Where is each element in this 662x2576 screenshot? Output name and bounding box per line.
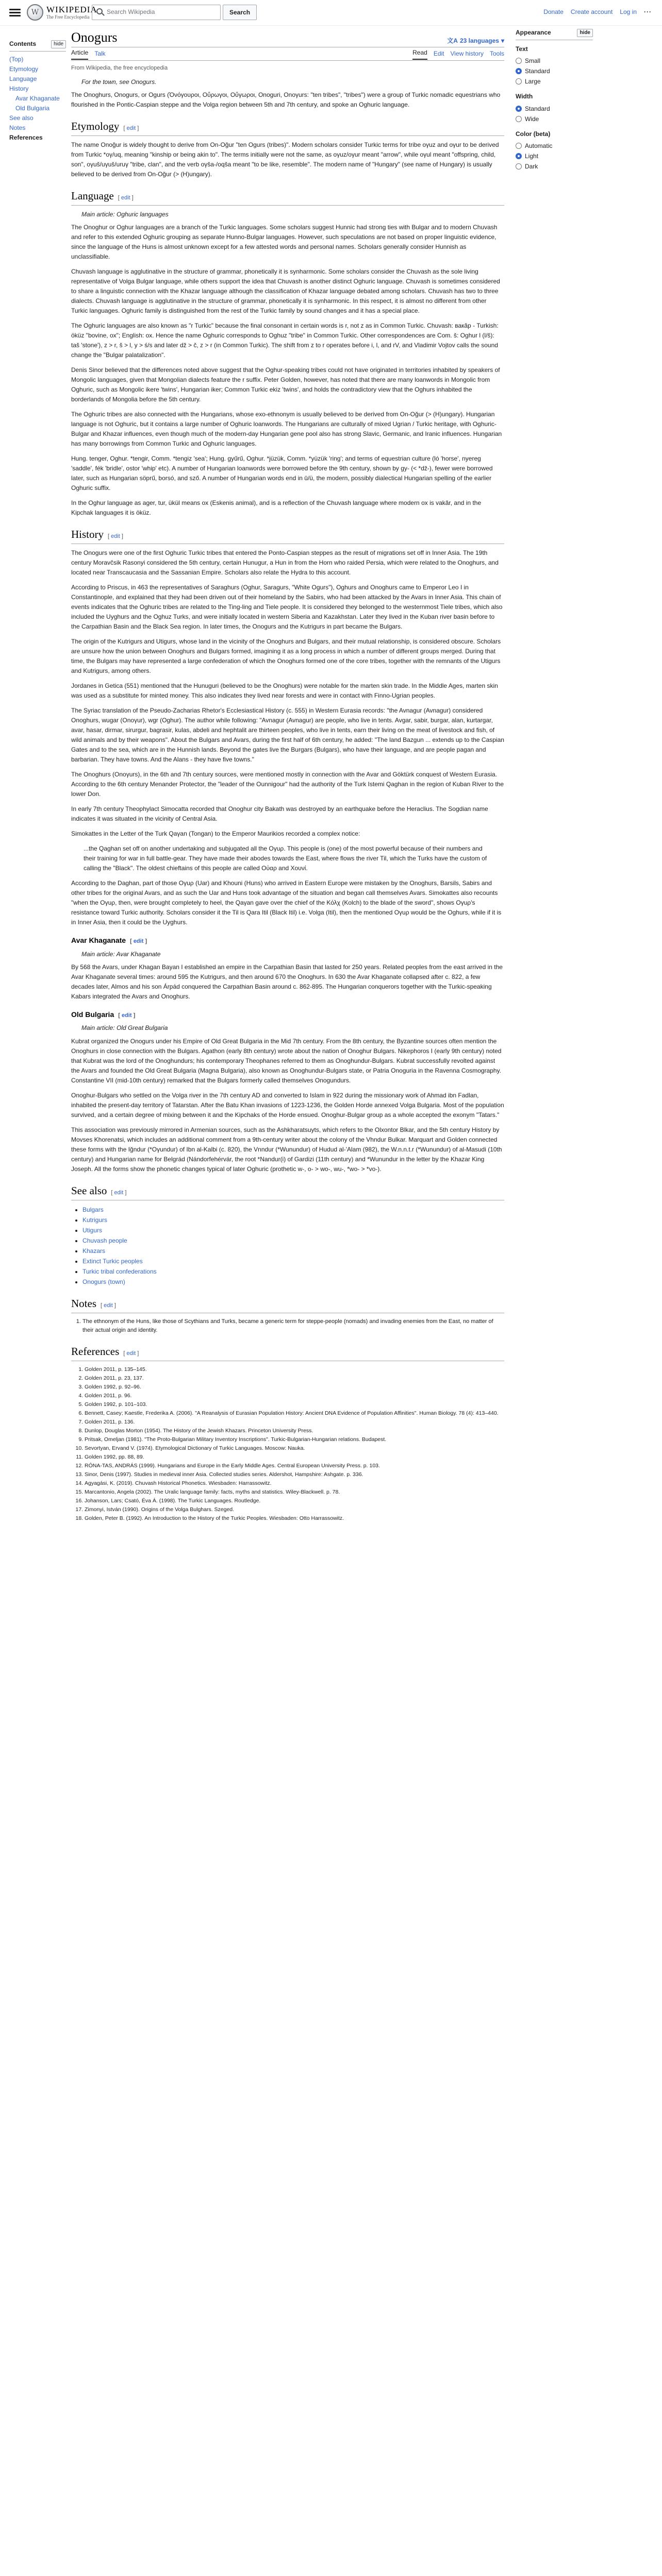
see-also-list (71, 1205, 504, 1287)
paragraph: By 568 the Avars, under Khagan Bayan I established an empire in the Carpathian Basin that lasted for 250 years. Related peoples from the east arrived in the Avar Khaganate several times: around 595 the Kutrigurs, and then around 670 the Onoghurs. In 630 the Avar Khaganate collapsed after c. 822, a few decades later, Almos and his son Árpád conquered the Carpathian Basin around c. 862-895. The Hungarian conquerors together with the Turkic-speaking Kabars integrated the Avars and Onoghurs. (71, 963, 503, 1000)
reference-item: 16. Johanson, Lars; Csató, Éva Á. (1998). The Turkic Languages. Routledge. (85, 1497, 504, 1505)
search-input[interactable] (92, 5, 221, 20)
paragraph: The Syriac translation of the Pseudo-Zacharias Rhetor's Ecclesiastical History (c. 555) in Western Eurasia records: "the Avnagur (Avnagur) considered Onoghurs, wugar (Onoγur), wgr (Oghur). The author while following: "Avnagur (Avnagur) are people, who live in tents. Avgar, sabir, burgar, alan, kurtargar, avar, hasar, dirmar, sirurgur, bagrasir, kulas, abdeli and hephtalit are thirteen peoples, who live in tents, earn their living on the meat of livestock and fish, of wild animals and by their weapons". About the Bulgars and Avars, during the first half of 6th century, he added: "The land Bazgun ... extends up to the Caspian Gates and to the sea, which are in the Hunnish lands. Beyond the gates live the Burgars (Bulgars), who have their language, and are people pagan and barbarian. They have towns. And the Alans - they have five towns." (71, 706, 504, 763)
see-also-item (82, 1225, 504, 1235)
toc-item[interactable]: Etymology (9, 65, 39, 73)
main-content (71, 28, 504, 1523)
see-also-link[interactable]: Kutrigurs (82, 1216, 108, 1224)
radio-option[interactable] (516, 151, 593, 161)
appearance-hide-button[interactable]: hide (577, 29, 593, 37)
user-links (543, 7, 652, 17)
see-also-item (82, 1205, 504, 1215)
from-wikipedia: From Wikipedia, the free encyclopedia (71, 65, 168, 71)
paragraph: According to Priscus, in 463 the representatives of Saraghurs (Oghur, Saragurs, "White Ogurs"), Oghurs and Onoghurs came to Emperor Leo I in Constantinople, and explained that they had been driven out of their homeland by the Sabirs, who had been attacked by the Avars in Inner Asia. This chain of events indicates that the Oghuric tribes are related to the Ting-ling and Tiele people. It is considered they belonged to the westernmost Tiele tribes, which also included the Uyghurs and the Oghuz Turks, and were initially located in western Siberia and Kazakhstan. Later they lived in the Kuban river basin before to the Carpathian Basin and the Black Sea region. In later times, the Onogurs and the Kutrigurs in part became the Bulgars. (71, 583, 503, 630)
section-see-also-heading: See also [ edit ] (71, 1183, 504, 1200)
appearance-group-text (516, 44, 593, 87)
site-header (0, 0, 662, 26)
reference-item: 1. Golden 2011, p. 135–145. (85, 1365, 504, 1374)
radio-button-icon[interactable] (516, 106, 522, 112)
paragraph: The Oghuric tribes are also connected with the Hungarians, whose exo-ethnonym is usually believed to be derived from On-Oğur (> (H)ungary). Hungarian language is not Oghuric, but it contains a large number of Oghuric loanwords. The Hungarians are culturally of mixed Ugrian / Turkic heritage, with Oghuric-Bulgar and Khazar influences, even though much of the modern-day Hungarian gene pool also has strong Slavic, Germanic, and Iranic influences. Hungarian has many borrowings from Common Turkic and Oghuric languages. (71, 410, 502, 447)
reference-item: 4. Golden 2011, p. 96. (85, 1392, 504, 1400)
reference-item: 17. Zimonyi, István (1990). Origins of the Volga Bulghars. Szeged. (85, 1505, 504, 1514)
paragraph: Simokattes in the Letter of the Turk Qaγan (Tongan) to the Emperor Maurikios recorded a complex notice: (71, 829, 360, 837)
section-avar-heading: Avar Khaganate [ edit ] (71, 936, 147, 944)
radio-button-icon[interactable] (516, 153, 522, 159)
appearance-group-title: Color (beta) (516, 130, 551, 138)
radio-button-icon[interactable] (516, 143, 522, 149)
paragraph: The Oghuric languages are also known as "r Turkic" because the final consonant in certain words is r, not z as in Common Turkic. Chuvash: вакăр - Turkish: öküz "bovine, ox"; English: ox. Hence the name Oghuric corresponds to Oghuz "tribe" in Common Turkic. Other correspondences are Com. š: Oghur l (l/š): taš 'stone'), z > r, š > l, y > ś/s and later dž > č, z > r (in Common Turkic). The shift from z to r operates before i, l, and rV, and Vladimir Vojtov calls the sound change the "Bulgar palatalization". (71, 321, 499, 359)
paragraph: Jordanes in Getica (551) mentioned that the Hunuguri (believed to be the Onoghurs) were notable for the marten skin trade. In the Middle Ages, marten skin was used as a substitute for minted money. This also indicates they lived near forests and were in contact with Finno-Ugrian peoples. (71, 682, 498, 699)
page-title: Onogurs (71, 30, 118, 45)
radio-label: Small (525, 57, 541, 65)
see-also-link[interactable]: Chuvash people (82, 1236, 127, 1244)
references-list (71, 1365, 504, 1522)
section-language-heading: Language [ edit ] (71, 189, 504, 206)
toc-item[interactable]: Avar Khaganate (15, 95, 60, 103)
paragraph: Chuvash language is agglutinative in the structure of grammar, phonetically it is synharmonic. Some scholars consider the Chuvash as the sole living representative of Volga Bulgar language, while others support the idea that Chuvash is another distinct Oghuric language. Chuvash is sometimes considered to share a linguistic connection with the Khazar language although the classification of Khazar language debated among scholars. Chuvash has two to three dialects. Chuvash language is agglutinative in the structure of grammar, phonetically it is synharmonic. In this respect, it is almost no different from other Turkic languages. Oghuric family is distinguished from the rest of the Turkic family by sound changes and it has a special place. (71, 267, 500, 314)
notes-list (71, 1317, 504, 1335)
edit-link[interactable]: edit (126, 1350, 136, 1357)
see-also-item (82, 1256, 504, 1266)
hatnote: For the town, see Onogurs. (81, 78, 157, 86)
reference-item: 10. Sevortyan, Ervand V. (1974). Etymological Dictionary of Turkic Languages. Moscow: Nauka. (85, 1444, 504, 1452)
radio-label: Large (525, 78, 541, 86)
paragraph: The Onogurs were one of the first Oghuric Turkic tribes that entered the Ponto-Caspian steppes as the result of migrations set off in Inner Asia. The 19th century Moravčsik Rasonyi considered the 5th century, certain Hunugur, a Hun in from the Horn who raided Persia, which were related to the Onoghurs, and located near Transcaucasia and the Sassanian Empire. Scholars also relate the Hydra to this account. (71, 549, 499, 576)
reference-item: 18. Golden, Peter B. (1992). An Introduction to the History of the Turkic Peoples. Wiesbaden: Otto Harrassowitz. (85, 1514, 504, 1522)
edit-link[interactable]: edit (121, 1012, 132, 1019)
table-of-contents (9, 39, 66, 143)
tab-edit[interactable]: Edit (433, 49, 444, 57)
see-also-item (82, 1266, 504, 1277)
paragraph: According to the Daghan, part of those Ογuρ (Uar) and Khouni (Huns) who arrived in Eastern Europe were mistaken by the Onoghurs, Barsils, Sabirs and other tribes for the original Avars, and as such the Uar and Huns took advantage of the situation and began call themselves Avars. Simokattes also recounts "when the Ογuρ, then, were brought completely to heel, the Qaγan gave over the chief of the Κόλχ (Kolch) to the blade of the sword", shows Ογuρ's resistance toward Turkic authority. Scholars consider it the Til is Qara Itil (Black Itil) i.e. Volga (Itil), then the mentioned Ογuρ would be the Oghurs, while if it is in Inner Asia, then it could be the Uyghurs. (71, 879, 502, 926)
note-item: 1. The ethnonym of the Huns, like those of Scythians and Turks, became a generic term for steppe-people (nomads) and invading enemies from the East, no matter of their actual origin and identity. (82, 1317, 504, 1335)
logo-subtitle: The Free Encyclopedia (46, 14, 90, 20)
toc-item[interactable]: History (9, 85, 29, 93)
reference-item: 13. Sinor, Denis (1997). Studies in medieval inner Asia. Collected studies series. Aldershot, Hampshire: Ashgate. p. 336. (85, 1470, 504, 1479)
appearance-title: Appearance (516, 29, 551, 36)
paragraph: The origin of the Kutrigurs and Utigurs, whose land in the vicinity of the Onoghurs and Bulgars, and their mutual relationship, is considered obscure. Scholars are unsure how the union between Onoghurs and Bulgars formed, imagining it as a long process in which a number of different groups merged. During that time, the Bulgars may have represented a large confederation of which the Onoghurs formed one of the core tribes, together with the remnants of the Utigurs and Kutrigurs, among others. (71, 637, 501, 674)
create-account-link[interactable]: Create account (570, 8, 613, 15)
radio-button-icon[interactable] (516, 68, 522, 74)
see-also-link[interactable]: Turkic tribal confederations (82, 1267, 157, 1275)
logo-title: WIKIPEDIA (46, 4, 97, 14)
radio-label: Automatic (525, 142, 553, 149)
blockquote: ...the Qaghan set off on another undertaking and subjugated all the Ογuρ. This people is (one) of the most powerful because of their numbers and their training for war in full battle-gear. They have made their abodes towards the East, where flows the river Til, which the Turks have the custom of calling the "Black". The oldest chieftains of this people are called Οὐαρ and Χουνί. (84, 844, 487, 872)
reference-item: 14. Agyagási, K. (2019). Chuvash Historical Phonetics. Wiesbaden: Harrassowitz. (85, 1479, 504, 1487)
reference-item: 7. Golden 2011, p. 136. (85, 1418, 504, 1426)
toc-item[interactable]: (Top) (9, 56, 24, 63)
reference-item: 5. Golden 1992, p. 101–103. (85, 1400, 504, 1409)
reference-item: 9. Pritsak, Omeljan (1981). "The Proto-Bulgarian Military Inventory Inscriptions". Turkic-Bulgarian-Hungarian relations. Budapest. (85, 1435, 504, 1444)
see-also-item (82, 1215, 504, 1225)
toc-item[interactable]: See also (9, 114, 34, 122)
radio-label: Standard (525, 105, 550, 112)
paragraph: Denis Sinor believed that the differences noted above suggest that the Oghur-speaking tribes could not have originated in territories inhabited by speakers of Mongolic languages, given that Mongolian dialects feature the r suffix. Peter Golden, however, has noted that there are many loanwords in Mongolic from Oghuric, such as Mongolic ikere 'twins', Hungarian iker; Common Turkic ekiz 'twins', and holds the contradictory view that the Oghurs inhabited the borderlands of Mongolia before the 5th century. (71, 366, 500, 403)
section-old-bulgaria-heading: Old Bulgaria [ edit ] (71, 1010, 136, 1019)
paragraph: The Onoghur or Oghur languages are a branch of the Turkic languages. Some scholars suggest Hunnic had strong ties with Bulgar and to modern Chuvash and refer to this extended Oghuric grouping as separate Hunno-Bulgar languages. However, such speculations are not based on proper linguistic evidence, since the language of the Huns is almost unknown except for a few attested words and personal names. Scholars generally consider Hunnish as unclassifiable. (71, 223, 498, 260)
radio-option[interactable] (516, 76, 593, 87)
radio-button-icon[interactable] (516, 58, 522, 64)
search-placeholder: Search Wikipedia (107, 8, 155, 16)
reference-item: 6. Bennett, Casey; Kaestle, Frederika A. (2006). "A Reanalysis of Eurasian Population History: Ancient DNA Evidence of Population Affinities". Human Biology. 78 (4): 413–440. (85, 1409, 504, 1417)
tab-talk[interactable]: Talk (94, 49, 106, 57)
reference-item: 2. Golden 2011, p. 23, 137. (85, 1374, 504, 1382)
paragraph: This association was previously mirrored in Armenian sources, such as the Ashkharatsuyts, which refers to the Olxontor Blkar, and the 5th century History by Movses Khorenatsi, which includes an additional comment from a 9th-century writer about the colony of the Vhndur Bulkar. Marquart and Golden connected these forms with the Iğndur (*Oγundur) of Ibn al-Kalbi (c. 820), the Vnndur (*Wunundur) of Hudud al-'Alam (982), the W.n.n.t.r (*Wunundur) of al-Masudi (10th century) and Hungarian name for Belgrád (Nándorfehérvár, the root *Nandur(i) of Gardizi (11th century) and *Wunundur in the letter by the Khazar King Joseph. All the forms show the phonetic changes typical of later Oghuric (prothetic w-, o- > wo-, wu-, *wo- > *vo-). (71, 1126, 502, 1173)
language-count: 23 languages (459, 37, 499, 44)
edit-link[interactable]: edit (104, 1302, 113, 1309)
paragraph: Kubrat organized the Onogurs under his Empire of Old Great Bulgaria in the Mid 7th century. From the 8th century, the Byzantine sources often mention the Onoghurs in close connection with the Bulgars. Agathon (early 8th century) wrote about the nation of Onoghur Bulgars. Nikephoros I (early 9th century) noted that Kubrat was the lord of the Onoghundurs; his contemporary Theophanes referred to them as Onoghundur-Bulgars. Kubrat successfully revolted against the Avars and founded the Old Great Bulgaria (Magna Bulgaria), also known as Onoghundur-Bulgars state, or Patria Onoguria in the Ravenna Cosmography. Constantine VII (mid-10th century) remarked that the Bulgars formerly called themselves Onogundurs. (71, 1037, 502, 1084)
reference-item: 15. Marcantonio, Angela (2002). The Uralic language family: facts, myths and statistics. Wiley-Blackwell. p. 78. (85, 1488, 504, 1496)
paragraph: Onoghur-Bulgars who settled on the Volga river in the 7th century AD and converted to Islam in 922 during the missionary work of Ahmad ibn Fadlan, inhabited the present-day territory of Tatarstan. After the Batu Khan invasions of 1223-1236, the Golden Horde annexed Volga Bulgaria. Most of the population survived, and a certain degree of mixing between it and the Kipchaks of the Horde ensued. Onoghur-Bulgar group as a whole accepted the exonym "Tatars." (71, 1091, 504, 1118)
section-notes-heading: Notes [ edit ] (71, 1296, 504, 1313)
wikipedia-logo[interactable] (27, 4, 97, 21)
tab-read[interactable]: Read (412, 48, 427, 60)
paragraph: Hung. tenger, Oghur. *tengir, Comm. *tengiz 'sea'; Hung. gyűrű, Oghur. *jüzük, Comm. *yüzük 'ring'; and terms of equestrian culture (ló 'horse', nyereg 'saddle', fék 'bridle', ostor 'whip' etc). A number of Hungarian loanwords were borrowed before the 9th century, shown by gy- (< *dž-), fewer were borrowed later, such as Hungarian söprű, borsó, and sző. A number of Hungarian words end in ū/ü, the modern, possibly dialectical Hungarian spelling of the earlier Oghuric suffix. (71, 454, 493, 492)
intro-paragraph: The Onoghurs, Onogurs, or Ogurs (Ὀνόγουροι, Οὔρωγοι, Οὔγωροι, Onoguri, Onoγurs: "ten tribes", "tribes") were a group of Turkic nomadic equestrians who flourished in the Pontic-Caspian steppe and the Volga region between 5th and 7th century, and spoke an Oghuric language. (71, 91, 501, 108)
radio-option[interactable] (516, 161, 593, 172)
toc-item[interactable]: Language (9, 75, 37, 83)
translate-icon: 文A (447, 37, 458, 44)
paragraph: In the Oghur language as ager, tur, ükül means ox (Eskenis animal), and is a reflection of the Chuvash language where modern ox is vakăr, and in the Kipchak languages it is öküz. (71, 499, 482, 516)
radio-option[interactable] (516, 104, 593, 114)
radio-option[interactable] (516, 56, 593, 66)
login-link[interactable]: Log in (620, 8, 637, 15)
hatnote-old-bulgaria: Main article: Old Great Bulgaria (81, 1024, 168, 1032)
radio-option[interactable] (516, 114, 593, 124)
see-also-item (82, 1235, 504, 1246)
donate-link[interactable]: Donate (543, 8, 564, 15)
radio-button-icon[interactable] (516, 163, 522, 170)
toc-title: Contents (9, 40, 36, 47)
edit-link[interactable]: edit (126, 125, 136, 131)
paragraph: The Onoghurs (Onoγurs), in the 6th and 7th century sources, were mentioned mostly in connection with the Avar and Göktürk conquest of Western Eurasia. According to the 6th century Menander Protector, the "leader of the Ounnigour" had the authority of the Turk Istemi Qaghan in the region of Kuban River to the lower Don. (71, 770, 504, 798)
radio-label: Standard (525, 67, 550, 75)
see-also-item (82, 1277, 504, 1287)
see-also-link[interactable]: Bulgars (82, 1206, 104, 1213)
reference-item: 3. Golden 1992, p. 92–96. (85, 1383, 504, 1391)
radio-label: Light (525, 152, 539, 160)
radio-option[interactable] (516, 66, 593, 76)
radio-option[interactable] (516, 141, 593, 151)
paragraph: The name Onoğur is widely thought to derive from On-Oğur "ten Ogurs (tribes)". Modern scholars consider Turkic terms for tribe oγuz and oγur to be derived from Turkic *oγ/uq, meaning "kinship or being akin to". The terms initially were not the same, as oγuz/oγur meant "arrow", while oγul meant "offspring, child, son", oγuš/uγuš/uruγ "tribe, clan", and the verb oγša-/oqša meant "to be like, resemble". The modern name of "Hungary" (see name of Hungary) is usually believed to be derived from On-Oğur (> (H)ungary). (71, 141, 499, 178)
section-references-heading: References [ edit ] (71, 1344, 504, 1361)
radio-label: Wide (525, 115, 539, 123)
page-tabs (71, 47, 504, 61)
radio-button-icon[interactable] (516, 78, 522, 84)
globe-icon: W (27, 4, 43, 21)
hatnote-avar: Main article: Avar Khaganate (81, 950, 161, 958)
search-button[interactable]: Search (223, 5, 257, 20)
hatnote-language: Main article: Oghuric languages (81, 210, 169, 218)
main-menu-icon[interactable] (9, 7, 21, 18)
radio-button-icon[interactable] (516, 116, 522, 122)
toc-hide-button[interactable]: hide (51, 40, 66, 48)
toc-item[interactable]: Notes (9, 124, 26, 132)
see-also-item (82, 1246, 504, 1256)
edit-link[interactable]: edit (114, 1189, 124, 1196)
toc-item[interactable]: Old Bulgaria (15, 105, 50, 112)
section-etymology-heading: Etymology [ edit ] (71, 119, 504, 136)
tab-tools[interactable]: Tools (489, 49, 504, 57)
radio-label: Dark (525, 162, 538, 170)
tab-view-history[interactable]: View history (450, 49, 484, 57)
appearance-group-title: Text (516, 45, 528, 53)
edit-link[interactable]: edit (133, 938, 144, 944)
see-also-link[interactable]: Extinct Turkic peoples (82, 1257, 143, 1265)
chevron-down-icon: ▾ (501, 37, 504, 44)
see-also-link[interactable]: Khazars (82, 1247, 106, 1255)
appearance-group-color (516, 129, 593, 172)
section-history-heading: History [ edit ] (71, 527, 504, 544)
reference-item: 8. Dunlop, Douglas Morton (1954). The History of the Jewish Khazars. Princeton University Press. (85, 1427, 504, 1435)
appearance-panel (516, 28, 593, 177)
see-also-link[interactable]: Utigurs (82, 1226, 103, 1234)
more-options-icon[interactable]: ··· (644, 8, 652, 15)
see-also-link[interactable]: Onogurs (town) (82, 1278, 125, 1285)
language-button[interactable] (447, 36, 504, 46)
appearance-group-width (516, 92, 593, 124)
appearance-group-title: Width (516, 93, 533, 100)
toc-item[interactable]: References (9, 134, 43, 142)
edit-link[interactable]: edit (121, 194, 130, 201)
reference-item: 12. RÓNA-TAS, ANDRÁS (1999). Hungarians and Europe in the Early Middle Ages. Central European University Press. p. 103. (85, 1462, 504, 1470)
tab-article[interactable]: Article (71, 48, 88, 60)
reference-item: 11. Golden 1992, pp. 88, 89. (85, 1453, 504, 1461)
search-icon (96, 8, 103, 14)
paragraph: In early 7th century Theophylact Simocatta recorded that Onoghur city Bakath was destroyed by an earthquake before the Heraclius. The Sogdian name indicates it was situated in the vicinity of Central Asia. (71, 805, 488, 822)
edit-link[interactable]: edit (111, 533, 120, 539)
